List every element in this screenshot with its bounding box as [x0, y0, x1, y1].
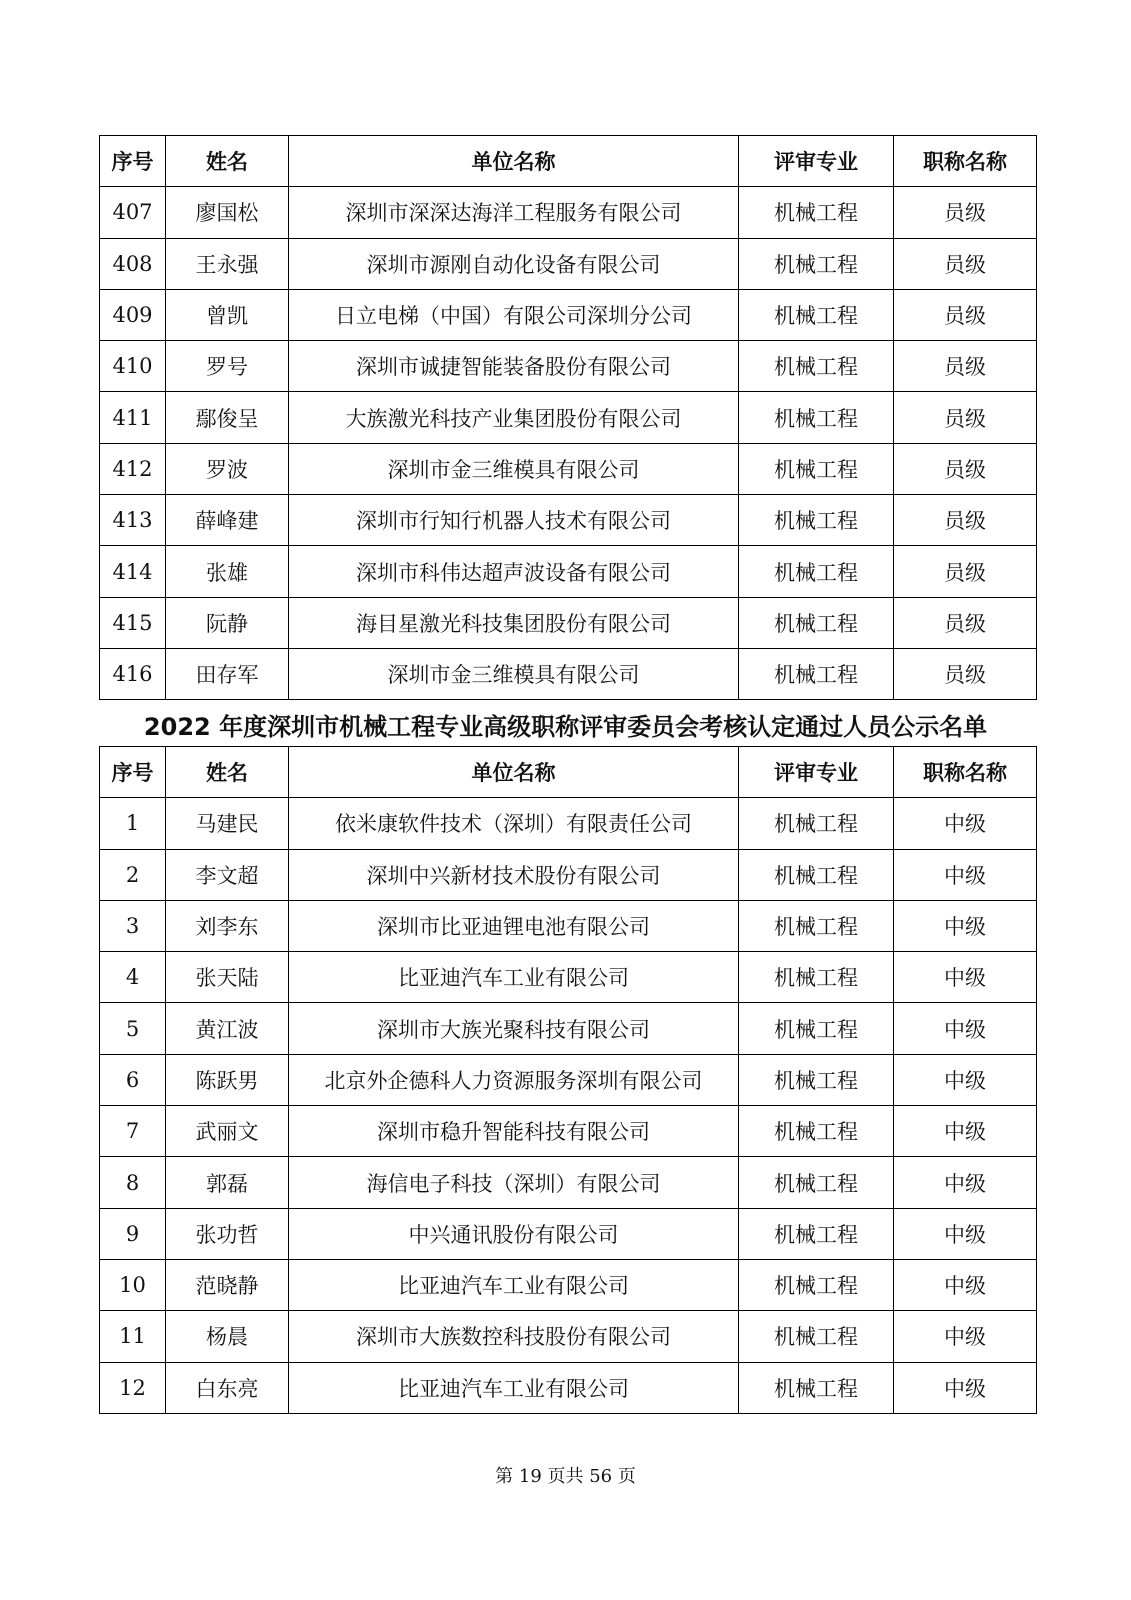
- cell-name: 陈跃男: [166, 1054, 289, 1105]
- table-row: [100, 495, 1037, 546]
- cell-no: 1: [100, 798, 166, 849]
- cell-unit: 比亚迪汽车工业有限公司: [289, 952, 739, 1003]
- cell-name: 武丽文: [166, 1106, 289, 1157]
- cell-title: 员级: [894, 443, 1037, 494]
- table-row: [100, 1003, 1037, 1054]
- cell-major: 机械工程: [739, 1106, 894, 1157]
- cell-unit: 日立电梯（中国）有限公司深圳分公司: [289, 289, 739, 340]
- cell-title: 员级: [894, 648, 1037, 699]
- cell-unit: 深圳市诚捷智能装备股份有限公司: [289, 341, 739, 392]
- table-header-row: [100, 136, 1037, 187]
- cell-name: 张雄: [166, 546, 289, 597]
- header-title: 职称名称: [894, 747, 1037, 798]
- cell-major: 机械工程: [739, 1208, 894, 1259]
- cell-major: 机械工程: [739, 1157, 894, 1208]
- table-row: [100, 392, 1037, 443]
- header-major: 评审专业: [739, 136, 894, 187]
- cell-no: 4: [100, 952, 166, 1003]
- cell-major: 机械工程: [739, 238, 894, 289]
- cell-name: 罗号: [166, 341, 289, 392]
- cell-major: 机械工程: [739, 187, 894, 238]
- cell-name: 张功哲: [166, 1208, 289, 1259]
- cell-no: 11: [100, 1311, 166, 1362]
- cell-title: 中级: [894, 1003, 1037, 1054]
- cell-unit: 海目星激光科技集团股份有限公司: [289, 597, 739, 648]
- table-row: [100, 187, 1037, 238]
- header-major: 评审专业: [739, 747, 894, 798]
- header-unit: 单位名称: [289, 747, 739, 798]
- cell-major: 机械工程: [739, 392, 894, 443]
- cell-title: 中级: [894, 1311, 1037, 1362]
- cell-unit: 中兴通讯股份有限公司: [289, 1208, 739, 1259]
- cell-unit: 大族激光科技产业集团股份有限公司: [289, 392, 739, 443]
- cell-title: 员级: [894, 187, 1037, 238]
- cell-unit: 深圳市金三维模具有限公司: [289, 648, 739, 699]
- cell-name: 白东亮: [166, 1362, 289, 1413]
- cell-no: 413: [100, 495, 166, 546]
- table-header-row: [100, 747, 1037, 798]
- cell-unit: 依米康软件技术（深圳）有限责任公司: [289, 798, 739, 849]
- cell-name: 张天陆: [166, 952, 289, 1003]
- cell-major: 机械工程: [739, 798, 894, 849]
- cell-no: 10: [100, 1259, 166, 1310]
- cell-unit: 深圳中兴新材技术股份有限公司: [289, 849, 739, 900]
- cell-no: 410: [100, 341, 166, 392]
- cell-name: 马建民: [166, 798, 289, 849]
- cell-major: 机械工程: [739, 443, 894, 494]
- cell-major: 机械工程: [739, 495, 894, 546]
- cell-unit: 深圳市源刚自动化设备有限公司: [289, 238, 739, 289]
- cell-name: 薛峰建: [166, 495, 289, 546]
- cell-no: 416: [100, 648, 166, 699]
- cell-no: 414: [100, 546, 166, 597]
- table-row: [100, 900, 1037, 951]
- cell-major: 机械工程: [739, 546, 894, 597]
- table-row: [100, 1157, 1037, 1208]
- cell-unit: 海信电子科技（深圳）有限公司: [289, 1157, 739, 1208]
- cell-title: 员级: [894, 289, 1037, 340]
- cell-name: 廖国松: [166, 187, 289, 238]
- header-no: 序号: [100, 136, 166, 187]
- cell-title: 中级: [894, 1106, 1037, 1157]
- table-row: [100, 1208, 1037, 1259]
- cell-unit: 深圳市金三维模具有限公司: [289, 443, 739, 494]
- cell-name: 范晓静: [166, 1259, 289, 1310]
- cell-no: 409: [100, 289, 166, 340]
- cell-no: 411: [100, 392, 166, 443]
- cell-name: 曾凯: [166, 289, 289, 340]
- cell-major: 机械工程: [739, 1311, 894, 1362]
- cell-unit: 比亚迪汽车工业有限公司: [289, 1362, 739, 1413]
- cell-name: 黄江波: [166, 1003, 289, 1054]
- cell-major: 机械工程: [739, 597, 894, 648]
- cell-title: 中级: [894, 1054, 1037, 1105]
- cell-title: 员级: [894, 392, 1037, 443]
- table-row: [100, 952, 1037, 1003]
- cell-no: 12: [100, 1362, 166, 1413]
- cell-no: 9: [100, 1208, 166, 1259]
- cell-major: 机械工程: [739, 1259, 894, 1310]
- personnel-table-1: [99, 135, 1037, 700]
- cell-no: 407: [100, 187, 166, 238]
- cell-title: 员级: [894, 341, 1037, 392]
- cell-major: 机械工程: [739, 341, 894, 392]
- cell-title: 中级: [894, 1259, 1037, 1310]
- table-row: [100, 1362, 1037, 1413]
- cell-major: 机械工程: [739, 289, 894, 340]
- cell-no: 415: [100, 597, 166, 648]
- cell-unit: 深圳市稳升智能科技有限公司: [289, 1106, 739, 1157]
- cell-major: 机械工程: [739, 648, 894, 699]
- cell-name: 阮静: [166, 597, 289, 648]
- cell-no: 408: [100, 238, 166, 289]
- cell-unit: 深圳市科伟达超声波设备有限公司: [289, 546, 739, 597]
- cell-title: 中级: [894, 952, 1037, 1003]
- table-row: [100, 798, 1037, 849]
- cell-name: 王永强: [166, 238, 289, 289]
- cell-no: 8: [100, 1157, 166, 1208]
- cell-unit: 深圳市行知行机器人技术有限公司: [289, 495, 739, 546]
- cell-unit: 比亚迪汽车工业有限公司: [289, 1259, 739, 1310]
- cell-name: 郭磊: [166, 1157, 289, 1208]
- cell-title: 中级: [894, 798, 1037, 849]
- cell-major: 机械工程: [739, 849, 894, 900]
- cell-major: 机械工程: [739, 952, 894, 1003]
- table-row: [100, 546, 1037, 597]
- table-row: [100, 289, 1037, 340]
- cell-no: 5: [100, 1003, 166, 1054]
- header-name: 姓名: [166, 136, 289, 187]
- header-name: 姓名: [166, 747, 289, 798]
- page-footer: 第 19 页共 56 页: [495, 1466, 636, 1487]
- header-title: 职称名称: [894, 136, 1037, 187]
- cell-title: 员级: [894, 546, 1037, 597]
- table-row: [100, 443, 1037, 494]
- cell-name: 杨晨: [166, 1311, 289, 1362]
- cell-title: 中级: [894, 1157, 1037, 1208]
- cell-major: 机械工程: [739, 1054, 894, 1105]
- cell-name: 田存军: [166, 648, 289, 699]
- cell-title: 员级: [894, 238, 1037, 289]
- cell-unit: 深圳市比亚迪锂电池有限公司: [289, 900, 739, 951]
- cell-name: 罗波: [166, 443, 289, 494]
- cell-major: 机械工程: [739, 1003, 894, 1054]
- cell-unit: 深圳市大族数控科技股份有限公司: [289, 1311, 739, 1362]
- cell-title: 中级: [894, 1208, 1037, 1259]
- cell-unit: 深圳市大族光聚科技有限公司: [289, 1003, 739, 1054]
- cell-name: 鄢俊呈: [166, 392, 289, 443]
- cell-title: 中级: [894, 900, 1037, 951]
- cell-no: 2: [100, 849, 166, 900]
- cell-no: 6: [100, 1054, 166, 1105]
- table-row: [100, 1311, 1037, 1362]
- cell-title: 员级: [894, 495, 1037, 546]
- personnel-table-2: [99, 746, 1037, 1414]
- cell-name: 刘李东: [166, 900, 289, 951]
- cell-title: 中级: [894, 849, 1037, 900]
- table-row: [100, 1054, 1037, 1105]
- cell-unit: 深圳市深深达海洋工程服务有限公司: [289, 187, 739, 238]
- cell-no: 412: [100, 443, 166, 494]
- table-row: [100, 849, 1037, 900]
- header-unit: 单位名称: [289, 136, 739, 187]
- cell-no: 3: [100, 900, 166, 951]
- cell-unit: 北京外企德科人力资源服务深圳有限公司: [289, 1054, 739, 1105]
- table-row: [100, 238, 1037, 289]
- table-row: [100, 341, 1037, 392]
- cell-title: 中级: [894, 1362, 1037, 1413]
- table-row: [100, 648, 1037, 699]
- cell-title: 员级: [894, 597, 1037, 648]
- cell-major: 机械工程: [739, 1362, 894, 1413]
- cell-no: 7: [100, 1106, 166, 1157]
- cell-name: 李文超: [166, 849, 289, 900]
- header-no: 序号: [100, 747, 166, 798]
- cell-major: 机械工程: [739, 900, 894, 951]
- table-row: [100, 597, 1037, 648]
- table-row: [100, 1106, 1037, 1157]
- section-title: 2022 年度深圳市机械工程专业高级职称评审委员会考核认定通过人员公示名单: [143, 713, 988, 741]
- table-row: [100, 1259, 1037, 1310]
